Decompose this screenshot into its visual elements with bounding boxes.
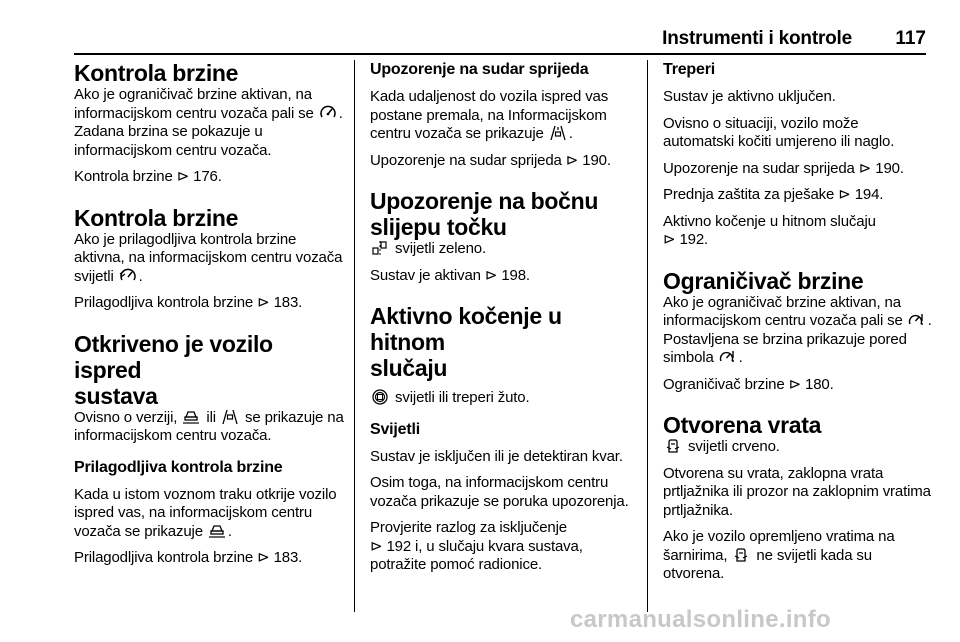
heading-forward-collision: Upozorenje na sudar sprijeda — [370, 61, 589, 78]
vehicle-ahead-icon — [208, 523, 226, 539]
adaptive-cruise-icon — [119, 268, 137, 284]
heading-speed-limiter: Ograničivač brzine — [663, 267, 864, 294]
heading-blind-spot: Upozorenje na bočnu slijepu točku — [370, 188, 599, 240]
heading-cruise-control-2: Kontrola brzine — [74, 204, 239, 231]
column-2 — [370, 60, 640, 575]
heading-adaptive-cruise: Prilagodljiva kontrola brzine — [74, 458, 283, 476]
reference-arrow-icon: ⊳ — [565, 151, 579, 169]
road-vehicle-icon — [221, 409, 239, 425]
blind-spot-icon — [371, 240, 389, 256]
paragraph: Otvorena su vrata, zaklopna vrata prtljažnika ili prozor na zaklopnim vratima prtljažnika. — [663, 464, 931, 519]
paragraph: Ako je vozilo opremljeno vratima na šarnirima, ne svijetli kada su otvorena. — [663, 528, 895, 582]
header-divider — [74, 53, 926, 55]
watermark: carmanualsonline.info — [570, 606, 832, 633]
reference-arrow-icon: ⊳ — [663, 231, 676, 248]
reference: Ograničivač brzine ⊳ 180. — [663, 375, 834, 393]
paragraph: Ovisno o situaciji, vozilo može automatski kočiti umjereno ili naglo. — [663, 114, 895, 150]
reference-arrow-icon: ⊳ — [838, 186, 851, 203]
column-1 — [74, 60, 344, 568]
reference: Prilagodljiva kontrola brzine ⊳ 183. — [74, 549, 303, 566]
emergency-brake-icon — [371, 389, 389, 405]
paragraph: Provjerite razlog za isključenje ⊳ 192 i, u slučaju kvara sustava, potražite pomoć radionice. — [370, 519, 583, 573]
page-title: Instrumenti i kontrole — [662, 28, 852, 49]
reference: Aktivno kočenje u hitnom slučaju ⊳ 192. — [663, 212, 876, 248]
reference: Prednja zaštita za pješake ⊳ 194. — [663, 186, 884, 203]
paragraph: Osim toga, na informacijskom centru vozača prikazuje se poruka upozorenja. — [370, 474, 629, 510]
reference: Prilagodljiva kontrola brzine ⊳ 183. — [74, 294, 303, 311]
column-divider-1 — [354, 60, 355, 612]
paragraph: svijetli ili treperi žuto. — [370, 389, 640, 408]
reference-arrow-icon: ⊳ — [176, 168, 190, 185]
paragraph: Kada u istom voznom traku otkrije vozilo ispred vas, na informacijskom centru vozača se prikazuje . — [74, 485, 337, 540]
vehicle-ahead-icon — [182, 409, 200, 425]
paragraph: Sustav je aktivno uključen. — [663, 88, 836, 105]
reference: Upozorenje na sudar sprijeda ⊳ 190. — [370, 151, 611, 169]
paragraph: Ako je ograničivač brzine aktivan, na informacijskom centru vozača pali se . Zadana brzina se pokazuje u informacijskom centru vozača. — [74, 86, 343, 159]
speed-limiter-icon — [719, 349, 737, 365]
collision-warning-icon — [549, 125, 567, 141]
reference-arrow-icon: ⊳ — [257, 294, 270, 311]
reference-arrow-icon: ⊳ — [370, 537, 383, 555]
heading-cruise-control: Kontrola brzine — [74, 60, 239, 86]
heading-door-open: Otvorena vrata — [663, 412, 822, 438]
reference: Upozorenje na sudar sprijeda ⊳ 190. — [663, 159, 904, 177]
column-divider-2 — [647, 60, 648, 612]
door-open-icon — [664, 438, 682, 454]
door-open-icon — [732, 547, 750, 563]
reference: Sustav je aktivan ⊳ 198. — [370, 266, 530, 284]
reference-arrow-icon: ⊳ — [257, 549, 270, 566]
page-header — [74, 28, 926, 50]
paragraph: svijetli zeleno. — [370, 240, 640, 259]
heading-flashing: Treperi — [663, 61, 715, 78]
paragraph: Kada udaljenost do vozila ispred vas postane premala, na Informacijskom centru vozača se prikazuje . — [370, 88, 609, 142]
heading-emergency-braking: Aktivno kočenje u hitnom slučaju — [370, 303, 562, 381]
paragraph: Sustav je isključen ili je detektiran kvar. — [370, 447, 623, 465]
cruise-control-icon — [319, 105, 337, 121]
paragraph: Ako je prilagodljiva kontrola brzine aktivna, na informacijskom centru vozača svijetli . — [74, 230, 343, 285]
paragraph: Ovisno o verziji, ili se prikazuje na informacijskom centru vozača. — [74, 408, 344, 444]
reference-arrow-icon: ⊳ — [858, 159, 872, 177]
paragraph: Ako je ograničivač brzine aktivan, na informacijskom centru vozača pali se . Postavljena se brzina prikazuje pored simbola . — [663, 293, 932, 366]
reference-arrow-icon: ⊳ — [788, 375, 801, 393]
heading-vehicle-ahead: Otkriveno je vozilo ispred sustava — [74, 330, 273, 409]
column-3 — [663, 60, 933, 584]
paragraph: svijetli crveno. — [663, 438, 933, 457]
heading-lit: Svijetli — [370, 420, 420, 438]
reference-arrow-icon: ⊳ — [484, 266, 498, 284]
page-number: 117 — [895, 28, 926, 49]
reference: Kontrola brzine ⊳ 176. — [74, 168, 222, 185]
speed-limiter-icon — [908, 312, 926, 328]
